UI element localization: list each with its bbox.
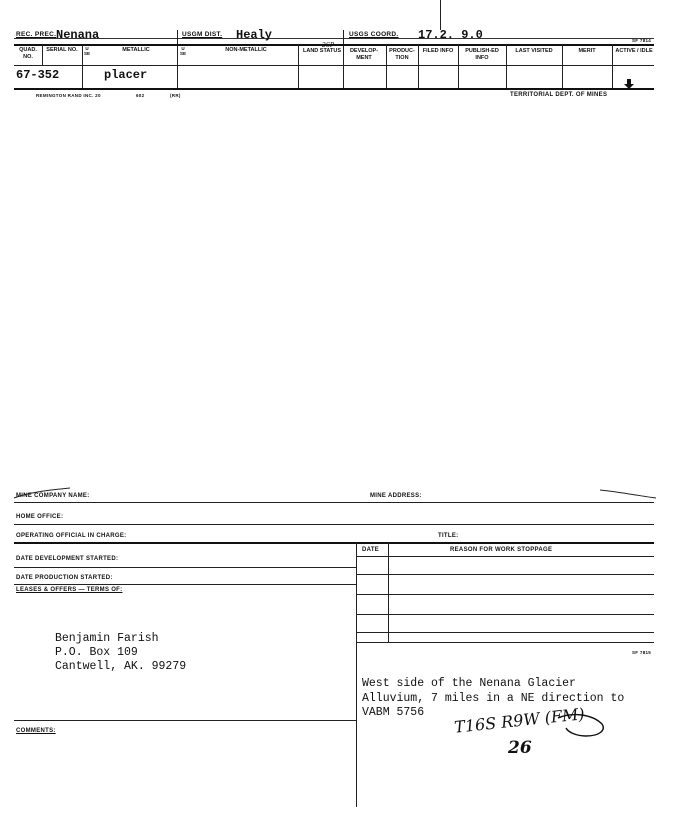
column-divider	[42, 44, 43, 65]
development-header: DEVELOP-MENT	[349, 48, 379, 61]
use-header-nonmetallic: USE	[180, 46, 187, 56]
row-bottom-rule	[14, 88, 654, 90]
serial-no-header: SERIAL NO.	[46, 47, 78, 53]
non-metallic-header: NON-METALLIC	[225, 47, 267, 53]
owner-name: Benjamin Farish	[55, 632, 159, 645]
active-idle-header: ACTIVE / IDLE	[615, 48, 653, 54]
quad-serial-value: 67-352	[16, 68, 60, 82]
column-divider	[418, 44, 419, 88]
quad-no-header: QUAD. NO.	[19, 47, 37, 60]
handwritten-section: 26	[508, 738, 532, 758]
usgs-coord-value: 17.2. 9.0	[418, 28, 483, 42]
handwritten-circle-mark	[552, 710, 608, 740]
owner-address-line1: P.O. Box 109	[55, 646, 138, 659]
rule	[14, 542, 654, 544]
mine-company-label: MINE COMPANY NAME:	[16, 493, 90, 499]
footer-code-2: (RR)	[170, 93, 181, 98]
production-header: PRODUC-TION	[389, 48, 415, 61]
handwritten-township-range: T16S R9W (FM)	[453, 704, 586, 737]
column-header-bottom-rule	[14, 65, 654, 66]
column-divider	[82, 44, 83, 88]
operating-official-label: OPERATING OFFICIAL IN CHARGE:	[16, 533, 127, 539]
home-office-label: HOME OFFICE:	[16, 514, 64, 520]
date-development-label: DATE DEVELOPMENT STARTED:	[16, 556, 119, 562]
merit-header: MERIT	[578, 48, 596, 54]
published-info-header: PUBLISH-ED INFO	[465, 48, 499, 61]
last-visited-header: LAST VISITED	[515, 48, 553, 54]
card-edge	[0, 476, 678, 500]
rec-prec-label: REC. PREC.	[16, 31, 57, 38]
column-divider	[612, 44, 613, 88]
rule	[14, 502, 654, 503]
leases-offers-label: LEASES & OFFERS — TERMS OF:	[16, 587, 123, 593]
usgs-dist-value: Healy	[236, 28, 273, 42]
title-label: TITLE:	[438, 533, 459, 539]
location-line-2: Alluvium, 7 miles in a NE direction to	[362, 692, 625, 705]
rule	[14, 567, 356, 568]
comments-label: COMMENTS:	[16, 728, 56, 734]
metallic-value: placer	[104, 68, 148, 82]
form-number-top: SF 7814	[632, 38, 652, 43]
fold-mark	[440, 0, 441, 30]
column-divider	[562, 44, 563, 88]
reason-label: REASON FOR WORK STOPPAGE	[450, 547, 553, 553]
rec-prec-value: Nenana	[56, 28, 100, 42]
land-status-note: 2SP	[322, 42, 334, 49]
rule	[14, 584, 356, 585]
footer-dept: TERRITORIAL DEPT. OF MINES	[510, 92, 608, 98]
rule	[356, 632, 654, 633]
column-divider	[356, 542, 357, 807]
usgs-dist-label: USGM DIST.	[182, 31, 223, 38]
column-header-top-rule	[14, 44, 654, 46]
rule	[356, 594, 654, 595]
rule	[356, 556, 654, 557]
filed-info-header: FILED INFO	[422, 48, 454, 54]
date-label: DATE	[362, 547, 380, 553]
header-top-rule	[14, 38, 654, 39]
location-line-1: West side of the Nenana Glacier	[362, 677, 576, 690]
footer-printer: REMINGTON RAND INC. 20	[36, 93, 101, 98]
date-production-label: DATE PRODUCTION STARTED:	[16, 575, 113, 581]
owner-address-line2: Cantwell, AK. 99279	[55, 660, 187, 673]
rule	[14, 524, 654, 525]
mine-address-label: MINE ADDRESS:	[370, 493, 422, 499]
column-divider	[343, 30, 344, 88]
footer-code-1: 602	[136, 93, 145, 98]
metallic-header: METALLIC	[122, 47, 150, 53]
rule	[356, 614, 654, 615]
rule	[356, 574, 654, 575]
usgs-coord-label: USGS COORD.	[349, 31, 399, 38]
column-divider	[386, 44, 387, 88]
rule	[14, 720, 356, 721]
use-header-metallic: USE	[84, 46, 91, 56]
column-divider	[458, 44, 459, 88]
column-divider	[177, 30, 178, 88]
land-status-header: LAND STATUS	[303, 48, 341, 54]
location-line-3: VABM 5756	[362, 706, 425, 719]
form-number-bottom: SF 7815	[632, 650, 652, 655]
column-divider	[388, 542, 389, 642]
column-divider	[506, 44, 507, 88]
rule	[356, 642, 654, 643]
column-divider	[298, 44, 299, 88]
